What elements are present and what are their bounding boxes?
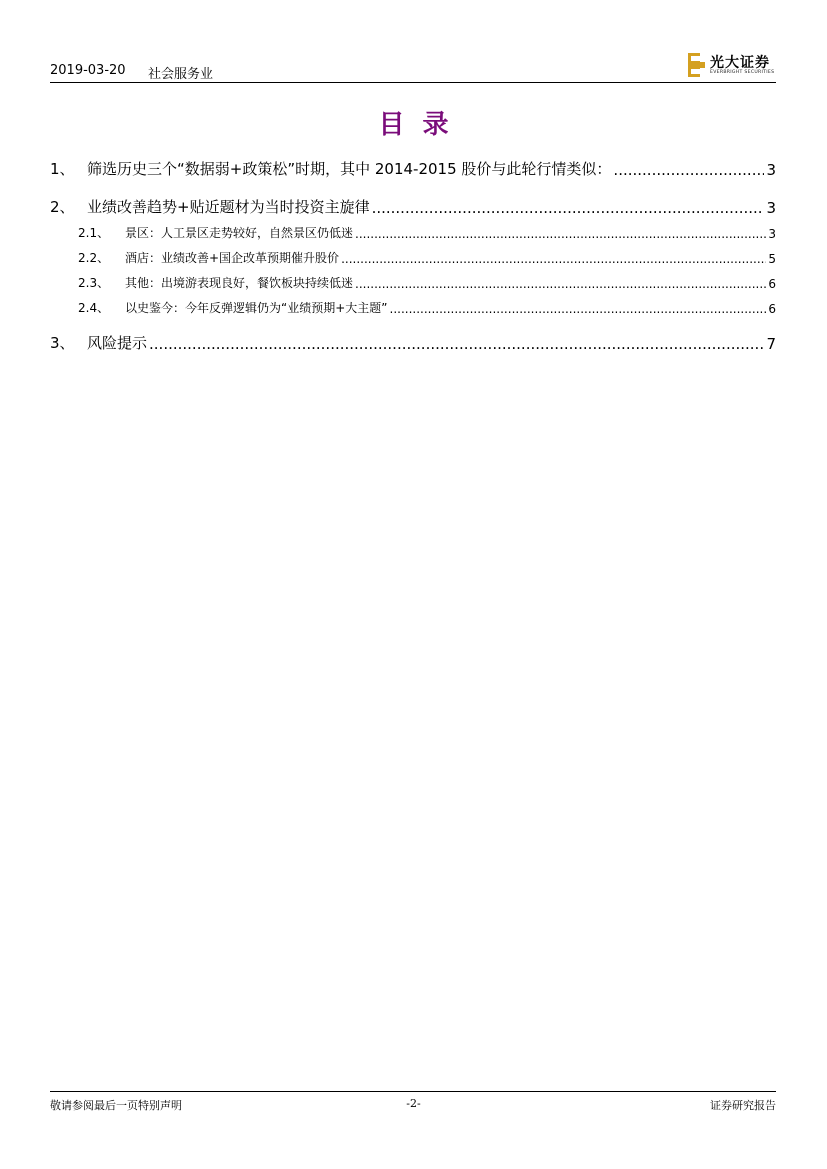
toc-text: 酒店：业绩改善+国企改革预期催升股价 bbox=[125, 251, 340, 265]
toc-leader bbox=[149, 335, 764, 353]
toc-page: 6 bbox=[768, 302, 776, 316]
toc-entry-2-4[interactable] bbox=[50, 299, 776, 316]
toc-entry-2-2[interactable] bbox=[50, 249, 776, 266]
toc-number: 2.3、 bbox=[78, 276, 110, 290]
toc-entry-2-3[interactable] bbox=[50, 274, 776, 291]
everbright-logo-icon bbox=[688, 53, 706, 77]
toc-number: 2.1、 bbox=[78, 226, 110, 240]
toc-page: 6 bbox=[768, 277, 776, 291]
toc-page: 7 bbox=[766, 335, 776, 353]
toc-number: 1、 bbox=[50, 160, 75, 178]
toc-page: 3 bbox=[766, 161, 776, 179]
toc-leader bbox=[355, 277, 766, 291]
toc-page: 3 bbox=[768, 227, 776, 241]
toc-entry-3[interactable] bbox=[50, 332, 776, 353]
footer-disclaimer: 敬请参阅最后一页特别声明 bbox=[50, 1099, 182, 1112]
toc-page: 3 bbox=[766, 199, 776, 217]
toc-page: 5 bbox=[768, 252, 776, 266]
toc-entry-1[interactable] bbox=[50, 158, 776, 179]
toc-leader bbox=[341, 252, 766, 266]
header-sector: 社会服务业 bbox=[148, 67, 214, 82]
toc-number: 2.4、 bbox=[78, 301, 110, 315]
header-divider bbox=[50, 82, 776, 83]
toc-number: 2、 bbox=[50, 198, 75, 216]
toc-number: 3、 bbox=[50, 334, 75, 352]
toc-text: 其他：出境游表现良好，餐饮板块持续低迷 bbox=[125, 276, 354, 290]
footer-divider bbox=[50, 1091, 776, 1092]
header-date: 2019-03-20 bbox=[50, 63, 126, 78]
toc-entry-2-1[interactable] bbox=[50, 224, 776, 241]
toc-text: 以史鉴今：今年反弹逻辑仍为“业绩预期+大主题” bbox=[125, 301, 388, 315]
toc-text: 业绩改善趋势+贴近题材为当时投资主旋律 bbox=[87, 198, 370, 216]
toc-entry-2[interactable] bbox=[50, 196, 776, 217]
logo-text-cn: 光大证券 bbox=[710, 55, 770, 71]
company-logo bbox=[688, 52, 778, 80]
footer-report-type: 证券研究报告 bbox=[710, 1099, 776, 1112]
toc-text: 风险提示 bbox=[87, 334, 148, 352]
logo-text-en: EVERBRIGHT SECURITIES bbox=[710, 70, 775, 75]
toc-leader bbox=[372, 199, 765, 217]
toc-leader bbox=[613, 161, 764, 179]
footer-page-number: -2- bbox=[406, 1097, 421, 1110]
toc-text: 筛选历史三个“数据弱+政策松”时期，其中 2014-2015 股价与此轮行情类似： bbox=[87, 160, 612, 178]
toc-leader bbox=[390, 302, 767, 316]
page-title: 目录 bbox=[378, 110, 467, 140]
toc-number: 2.2、 bbox=[78, 251, 110, 265]
toc-leader bbox=[355, 227, 766, 241]
toc-text: 景区：人工景区走势较好，自然景区仍低迷 bbox=[125, 226, 354, 240]
